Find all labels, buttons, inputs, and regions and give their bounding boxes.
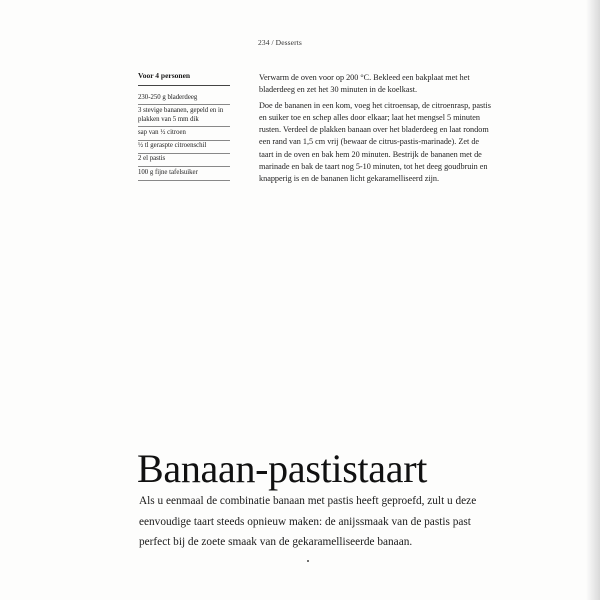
method-paragraph: Doe de bananen in een kom, voeg het citroensap, de citroenrasp, pastis en suiker toe en schep alles door elkaar; laat het mengsel 5 minuten rusten. Verdeel de plakken banaan over het bladerdeeg en laat rondom een rand van 1,5 cm vrij (bewaar de citrus-pastis-marinade). Zet de taart in de oven en bak hem 20 minuten. Bestrijk de bananen met de marinade en bak de taart nog 5-10 minuten, tot het deeg goudbruin en knapperig is en de bananen licht gekaramelliseerd zijn. (259, 100, 491, 184)
ingredients-column (138, 71, 230, 181)
recipe-title: Banaan-pastistaart (137, 446, 428, 491)
ingredient-item: ½ tl geraspte citroenschil (138, 141, 230, 154)
serves-heading: Voor 4 personen (138, 71, 230, 86)
ingredient-item: 230-250 g bladerdeeg (138, 92, 230, 105)
method-column (259, 72, 491, 189)
page-edge-shadow (586, 0, 600, 600)
ingredient-item: 3 stevige bananen, gepeld en in plakken van 5 mm dik (138, 105, 230, 127)
method-paragraph: Verwarm de oven voor op 200 °C. Bekleed een bakplaat met het bladerdeeg en zet het 30 minuten in de koelkast. (259, 73, 470, 95)
ingredient-item: sap van ½ citroen (138, 127, 230, 140)
running-head: 234 / Desserts (258, 38, 302, 47)
ingredient-item: 2 el pastis (138, 154, 230, 167)
recipe-intro: Als u eenmaal de combinatie banaan met pastis heeft geproefd, zult u deze eenvoudige taart steeds opnieuw maken: de anijssmaak van de pastis past perfect bij de zoete smaak van de gekaramelliseerde banaan. (139, 495, 477, 548)
ingredient-item: 100 g fijne tafelsuiker (138, 167, 230, 180)
decorative-dot (307, 560, 309, 562)
